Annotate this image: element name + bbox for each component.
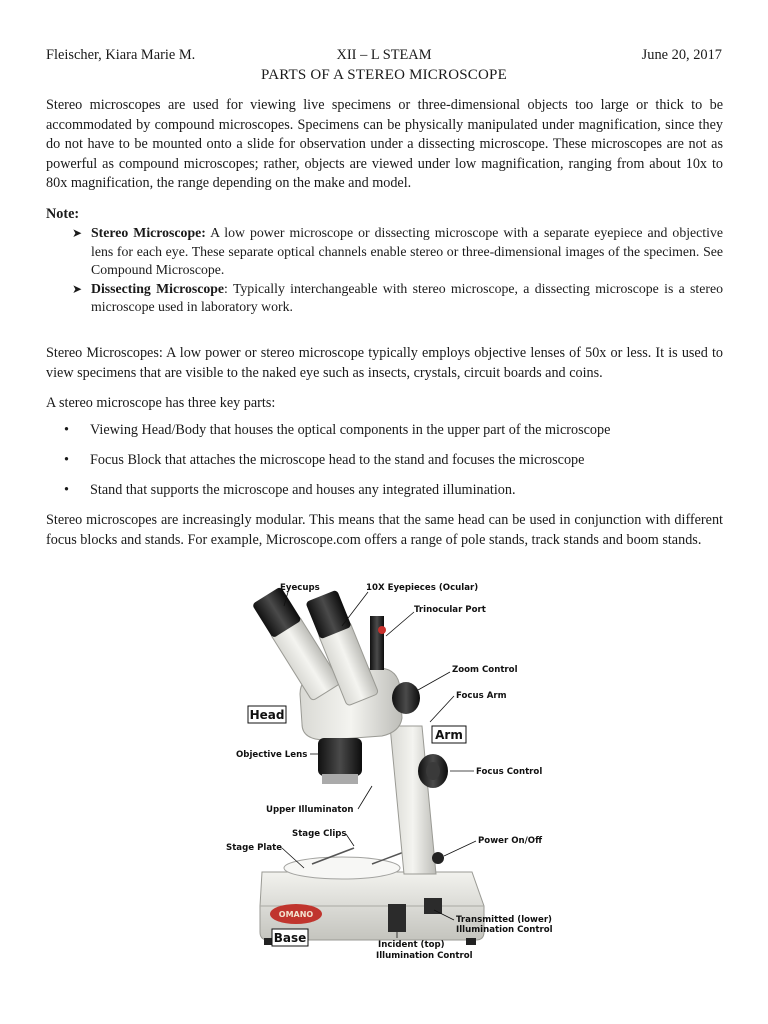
- modular-paragraph: Stereo microscopes are increasingly modular. This means that the same head can be used in conjunction with different focus blocks and stands. For example, Microscope.com offers a range of pole stands, track stands and boom stands.: [46, 512, 723, 548]
- stage-plate: [284, 848, 404, 879]
- bullet-icon: •: [64, 482, 69, 498]
- label-base: Base: [273, 931, 307, 945]
- document-date: June 20, 2017: [641, 47, 722, 63]
- label-focus-control: Focus Control: [476, 767, 543, 777]
- label-incident-1: Incident (top): [378, 940, 445, 950]
- label-transmitted-1: Transmitted (lower): [456, 915, 552, 925]
- label-trinocular-port: Trinocular Port: [414, 605, 486, 615]
- class-section: XII – L STEAM: [336, 47, 432, 63]
- arrow-bullet-icon: ➤: [72, 281, 83, 296]
- label-arm: Arm: [435, 728, 463, 742]
- label-zoom-control: Zoom Control: [452, 665, 518, 675]
- power-switch: [432, 852, 444, 864]
- incident-illumination-control: [388, 904, 406, 932]
- label-stage-plate: Stage Plate: [226, 843, 283, 853]
- key-parts-intro: A stereo microscope has three key parts:: [46, 395, 276, 411]
- arm: [390, 726, 444, 874]
- brand-logo-text: OMANO: [278, 910, 314, 919]
- arrow-bullet-icon: ➤: [72, 226, 83, 240]
- label-power: Power On/Off: [478, 836, 543, 846]
- label-eyecups: Eyecups: [280, 583, 320, 593]
- note-label: Note:: [46, 206, 80, 222]
- list-item: • Stand that supports the microscope and houses any integrated illumination.: [64, 481, 610, 511]
- label-stage-clips: Stage Clips: [292, 829, 347, 839]
- eyepieces: [252, 586, 379, 706]
- note-text: A low power microscope or dissecting microscope with a separate eyepiece and objective lens for each eye. These separate optical channels enable stereo or three-dimensional images of the specimen. See Compound Microscope.: [91, 225, 723, 277]
- bullet-icon: •: [64, 452, 69, 468]
- note-term: Stereo Microscope:: [91, 225, 206, 240]
- trinocular-port: [370, 616, 384, 670]
- author-name: Fleischer, Kiara Marie M.: [46, 47, 196, 63]
- label-objective-lens: Objective Lens: [236, 750, 308, 760]
- note-text: : Typically interchangeable with stereo microscope, a dissecting microscope is a stereo microscope used in laboratory work.: [91, 280, 724, 314]
- note-term: Dissecting Microscope: [91, 280, 225, 296]
- bullet-icon: •: [64, 422, 69, 438]
- zoom-control: [392, 682, 420, 714]
- document-title: PARTS OF A STEREO MICROSCOPE: [261, 67, 507, 83]
- note-item-stereo: [72, 224, 723, 280]
- microscope-diagram: [222, 576, 558, 970]
- key-parts-list: [64, 421, 610, 511]
- transmitted-illumination-control: [424, 898, 442, 914]
- stereo-microscopes-paragraph: Stereo Microscopes: A low power or stereo microscope typically employs objective lenses of 50x or less. It is used to view specimens that are visible to the naked eye such as insects, crystals, circuit boards and coins.: [46, 345, 723, 381]
- label-upper-illumination: Upper Illuminaton: [266, 805, 354, 815]
- label-focus-arm: Focus Arm: [456, 691, 507, 701]
- note-list: [72, 224, 723, 317]
- label-transmitted-2: Illumination Control: [456, 925, 553, 935]
- list-item: • Viewing Head/Body that houses the optical components in the upper part of the microscope: [64, 421, 610, 451]
- label-incident-2: Illumination Control: [376, 951, 473, 961]
- microscope-illustration: [222, 576, 558, 970]
- focus-control: [418, 754, 448, 788]
- list-item: • Focus Block that attaches the microscope head to the stand and focuses the microscope: [64, 451, 610, 481]
- objective-lens: [318, 738, 362, 776]
- label-head: Head: [249, 708, 285, 722]
- page-header: [46, 46, 722, 64]
- note-item-dissecting: [72, 280, 723, 317]
- label-eyepieces: 10X Eyepieces (Ocular): [366, 583, 479, 593]
- intro-paragraph: Stereo microscopes are used for viewing live specimens or three-dimensional objects too large or thick to be accommodated by compound microscopes. Specimens can be physically manipulated under magnification, since they do not have to be mounted onto a slide for observation under a dissecting microscope. These microscopes are not as powerful as compound microscopes; rather, objects are viewed under low magnification, ranging from about 10x to 80x magnification, the range depending on the make and model.: [46, 97, 723, 191]
